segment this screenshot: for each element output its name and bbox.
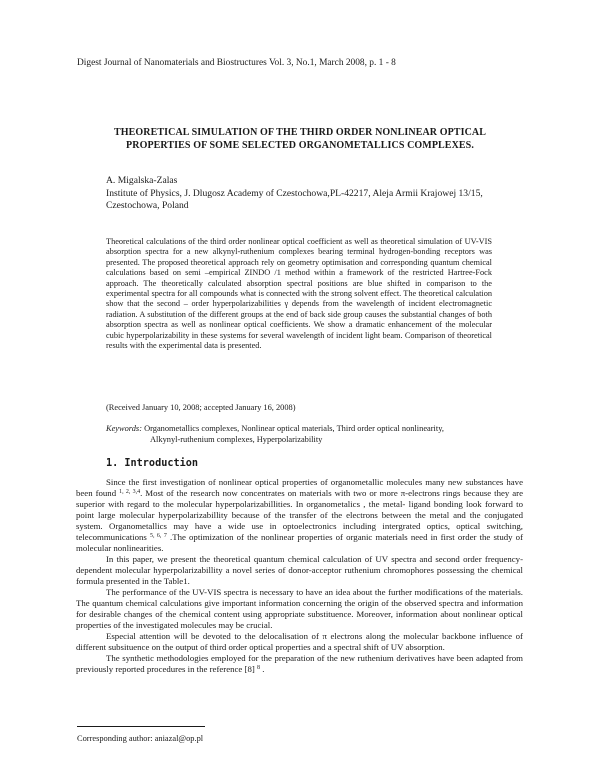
paragraph-text: Since the first investigation of nonlinear optical properties of organometallic molecules many new substances have been found	[76, 477, 523, 498]
paragraph-text: . Most of the research now concentrates on materials with two or more π-electrons rings because they are superior with regard to the molecular hyperpolarizabillities. In organometalics , the metal- ligand bonding look forward to point large molecular hyperpolarizabillity because of the transfer of the electrons between the metal and the conjugated system. Organometallics may have a wide use in optoelectronics including intergrated optics, optical switching, telecommunications	[76, 488, 524, 542]
journal-header: Digest Journal of Nanomaterials and Biostructures Vol. 3, No.1, March 2008, p. 1 - 8	[77, 58, 396, 68]
introduction-body	[76, 477, 523, 675]
keywords-line-2: Alkynyl-ruthenium complexes, Hyperpolarizability	[150, 434, 323, 444]
title-line-2: PROPERTIES OF SOME SELECTED ORGANOMETALLICS COMPLEXES.	[126, 140, 474, 151]
citation-ref: 5, 6, 7	[149, 533, 167, 539]
paragraph-text: .	[260, 664, 265, 674]
received-dates: (Received January 10, 2008; accepted January 16, 2008)	[106, 403, 296, 412]
footnote-divider	[77, 726, 205, 727]
abstract: Theoretical calculations of the third order nonlinear optical coefficient as well as theoretical simulation of UV-VIS absorption spectra for a new alkynyl-ruthenium complexes bearing terminal hydrogen-bonding receptors was presented. The proposed theoretical approach rely on geometry optimisation and corresponding quantum chemical calculations based on semi –empirical ZINDO /1 method within a framework of the restricted Hartree-Fock approach. The theoretically calculated absorption spectral positions are blue shifted in comparison to the experimental spectra for all compounds what is connected with the strong solvent effect. The theoretical calculation show that the second – order hyperpolarizabilities γ depends from the wavelength of incident electromagnetic radiation. A substitution of the different groups at the end of back side group causes the substantial changes of both absorption spectra as well as nonlinear optical coefficients. We show a dramatic enhancement of the molecular cubic hyperpolarizability in these systems for several wavelength of incident light beam. Comparison of theoretical results with the experimental data is presented.	[106, 237, 492, 351]
section-heading-introduction: 1. Introduction	[106, 458, 199, 469]
author-affiliation: Institute of Physics, J. Dlugosz Academy of Czestochowa,PL-42217, Aleja Armii Krajowej 13/15, Czestochowa, Poland	[106, 188, 483, 211]
title-line-1: THEORETICAL SIMULATION OF THE THIRD ORDER NONLINEAR OPTICAL	[114, 127, 486, 138]
keywords-line-1: Organometallics complexes, Nonlinear optical materials, Third order optical nonlinearity,	[141, 424, 444, 433]
paragraph-text: The synthetic methodologies employed for the preparation of the new ruthenium derivatives have been adapted from previously reported procedures in the reference [8]	[76, 653, 523, 674]
author-name: A. Migalska-Zalas	[106, 175, 178, 186]
keywords-label: Keywords:	[106, 424, 142, 433]
citation-ref: 8	[257, 665, 260, 671]
paragraph: The performance of the UV-VIS spectra is necessary to have an idea about the further modifications of the materials. The quantum chemical calculations give important information concerning the origin of the observed spectra and information for desirable changes of the chemical content using appropriate substituence. Moreover, information about nonlinear optical properties of the investigated molecules may be crucial.	[76, 587, 523, 630]
paragraph-text: .The optimization of the nonlinear properties of organic materials need in first order the study of molecular nonlinearities.	[76, 532, 524, 553]
footnote-corresponding-author: Corresponding author: aniazal@op.pl	[77, 734, 204, 743]
paragraph	[76, 477, 523, 554]
paper-title	[80, 126, 520, 152]
citation-ref: 1, 2, 3,4	[119, 489, 141, 495]
paragraph: Especial attention will be devoted to the delocalisation of π electrons along the molecular backbone influence of different subsituence on the output of third order optical properties and a spectral shift of UV absorption.	[76, 631, 523, 652]
keywords	[106, 424, 501, 445]
paragraph: In this paper, we present the theoretical quantum chemical calculation of UV spectra and second order frequency-dependent molecular hyperpolarizabillity a novel series of donor-acceptor ruthenium chromophores possessing the chemical formula presented in the Table1.	[76, 554, 523, 586]
paragraph	[76, 653, 523, 675]
